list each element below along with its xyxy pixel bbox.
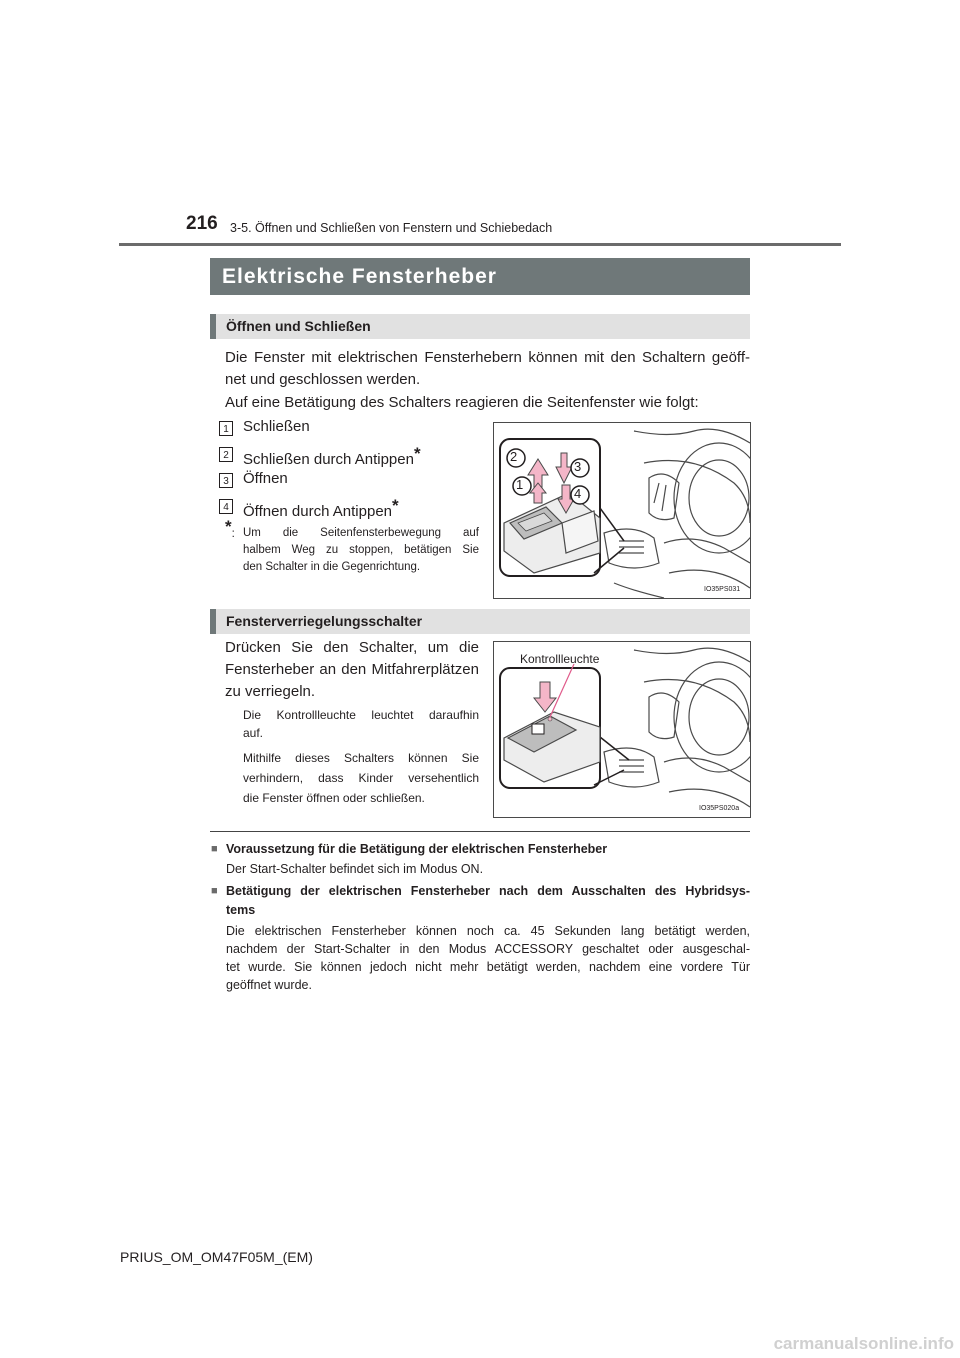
footnote-line: Um die Seitenfensterbewegung auf <box>243 527 479 539</box>
info-heading: Betätigung der elektrischen Fensterheber nach dem Ausschalten des Hybridsys- <box>226 884 750 898</box>
lock-text-line: Drücken Sie den Schalter, um die <box>225 639 479 656</box>
image-code: IO35PS031 <box>704 586 741 593</box>
section-heading-window-lock: Fensterverriegelungsschalter <box>210 609 750 634</box>
info-text: tet wurde. Sie können jedoch nicht mehr betätigt werden, nachdem eine vordere Tür <box>226 960 750 974</box>
step-label: Öffnen <box>243 470 288 487</box>
window-lock-illustration <box>493 641 751 818</box>
info-heading: tems <box>226 903 256 917</box>
callout-3: 3 <box>574 459 582 474</box>
lock-text-line: Fensterheber an den Mitfahrerplätzen <box>225 661 479 678</box>
step-label: Schließen durch Antippen* <box>243 444 421 468</box>
step-label: Schließen <box>243 418 310 435</box>
document-footer: PRIUS_OM_OM47F05M_(EM) <box>120 1249 313 1265</box>
footnote-line: den Schalter in die Gegenrichtung. <box>243 561 421 573</box>
indicator-label: Kontrollleuchte <box>520 652 600 666</box>
step-number-box: 3 <box>219 473 233 488</box>
lock-note-line: Die Kontrollleuchte leuchtet daraufhin <box>243 708 479 722</box>
lock-note-line: verhindern, dass Kinder versehentlich <box>243 771 479 785</box>
lock-note-line: die Fenster öffnen oder schließen. <box>243 791 425 805</box>
step-number-box: 4 <box>219 499 233 514</box>
window-lock-drawing <box>494 642 750 817</box>
footnote-line: halbem Weg zu stoppen, betätigen Sie <box>243 544 479 556</box>
bullet-icon: ■ <box>211 843 218 855</box>
info-text: nachdem der Start-Schalter in den Modus ACCESSORY geschaltet oder ausgeschal- <box>226 942 750 956</box>
footnote-star: * <box>392 496 399 515</box>
info-text: Die elektrischen Fensterheber können noch ca. 45 Sekunden lang betätigt werden, <box>226 924 750 938</box>
step-number-box: 1 <box>219 421 233 436</box>
footnote-star: * <box>413 444 421 463</box>
window-switch-drawing <box>494 423 750 598</box>
intro-line-2: net und geschlossen werden. <box>225 371 421 388</box>
callout-2: 2 <box>510 449 518 464</box>
callout-4: 4 <box>574 486 582 501</box>
watermark: carmanualsonline.info <box>773 1334 954 1353</box>
window-switch-illustration <box>493 422 751 599</box>
footnote-marker: *: <box>225 517 235 540</box>
lock-text-line: zu verriegeln. <box>225 683 316 700</box>
lock-note-line: auf. <box>243 726 264 740</box>
chapter-running-head: 3-5. Öffnen und Schließen von Fenstern und Schiebedach <box>230 221 553 235</box>
info-text: Der Start-Schalter befindet sich im Modus ON. <box>226 862 484 876</box>
lock-note-line: Mithilfe dieses Schalters können Sie <box>243 751 479 765</box>
page-title: Elektrische Fensterheber <box>210 258 750 295</box>
section-heading-open-close: Öffnen und Schließen <box>210 314 750 339</box>
callout-1: 1 <box>516 477 524 492</box>
header-rule <box>119 243 841 246</box>
bullet-icon: ■ <box>211 885 218 897</box>
step-number-box: 2 <box>219 447 233 462</box>
step-label: Öffnen durch Antippen* <box>243 496 399 520</box>
info-heading: Voraussetzung für die Betätigung der elektrischen Fensterheber <box>226 842 608 856</box>
section-divider <box>210 831 750 832</box>
intro-line-3: Auf eine Betätigung des Schalters reagieren die Seitenfenster wie folgt: <box>225 394 699 411</box>
intro-line-1: Die Fenster mit elektrischen Fensterhebern können mit den Schaltern geöff- <box>225 349 750 366</box>
image-code: IO35PS020a <box>699 805 740 812</box>
page-number: 216 <box>186 213 218 234</box>
info-text: geöffnet wurde. <box>226 978 312 992</box>
